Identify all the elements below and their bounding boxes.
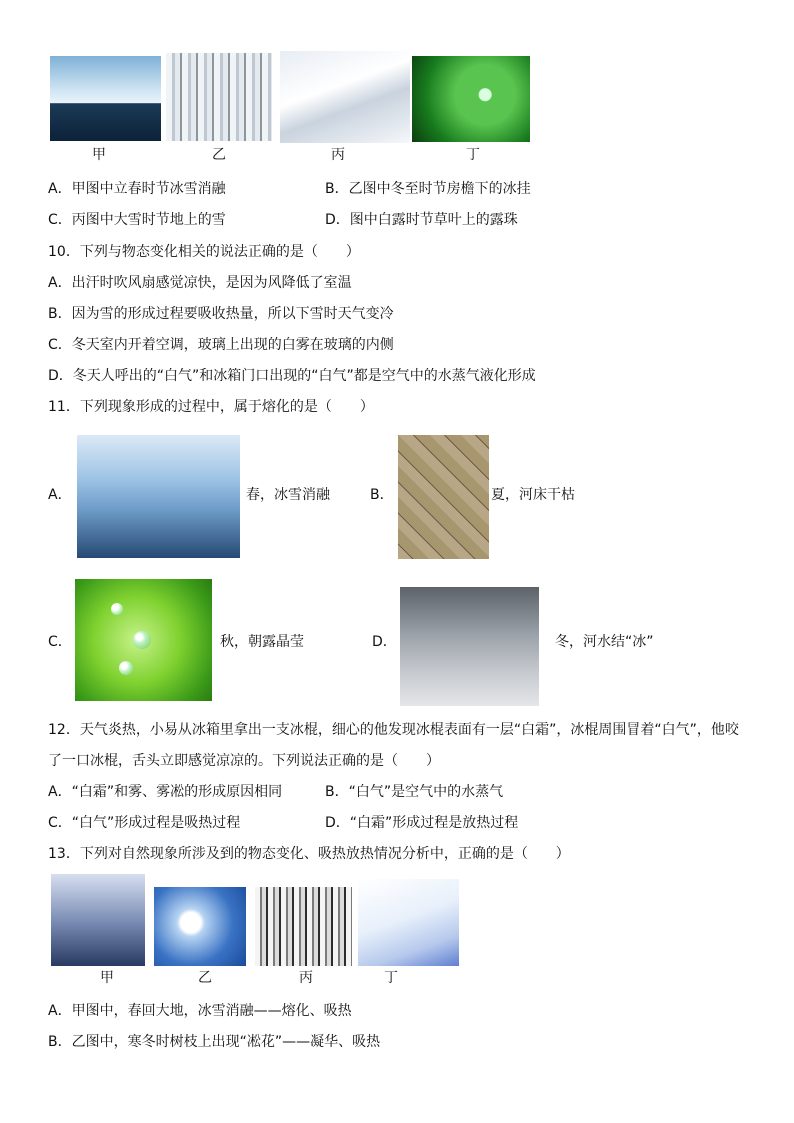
q13-caption-yi: 乙 xyxy=(198,970,212,986)
q12-option-a[interactable]: A．“白霜”和雾、雾凇的形成原因相同 xyxy=(48,784,283,800)
q9-image-ding xyxy=(412,56,530,142)
q10-option-c[interactable]: C．冬天室内开着空调，玻璃上出现的白雾在玻璃的内侧 xyxy=(48,337,394,353)
q13-caption-jia: 甲 xyxy=(100,970,114,986)
q10-stem: 10．下列与物态变化相关的说法正确的是（ ） xyxy=(48,244,360,260)
q9-option-c[interactable]: C．丙图中大雪时节地上的雪 xyxy=(48,212,226,228)
q11-stem: 11．下列现象形成的过程中，属于熔化的是（ ） xyxy=(48,399,374,415)
dewdrop-icon xyxy=(111,603,123,615)
q10-option-d[interactable]: D．冬天人呼出的“白气”和冰箱门口出现的“白气”都是空气中的水蒸气液化形成 xyxy=(48,368,536,384)
q13-image-ding xyxy=(358,879,459,966)
q9-option-d[interactable]: D．图中白露时节草叶上的露珠 xyxy=(325,212,518,228)
q13-option-a[interactable]: A．甲图中，春回大地，冰雪消融——熔化、吸热 xyxy=(48,1003,352,1019)
q9-caption-jia: 甲 xyxy=(92,147,106,163)
q13-caption-ding: 丁 xyxy=(384,970,398,986)
q9-caption-bing: 丙 xyxy=(331,147,345,163)
q9-image-jia xyxy=(50,56,161,141)
dewdrop-icon xyxy=(119,661,133,675)
q11-option-c-text[interactable]: 秋，朝露晶莹 xyxy=(220,634,304,650)
q13-option-b[interactable]: B．乙图中，寒冬时树枝上出现“凇花”——凝华、吸热 xyxy=(48,1034,381,1050)
q10-option-a[interactable]: A．出汗时吹风扇感觉凉快，是因为风降低了室温 xyxy=(48,275,352,291)
q11-image-c xyxy=(75,579,212,701)
q12-option-c[interactable]: C．“白气”形成过程是吸热过程 xyxy=(48,815,241,831)
q13-image-bing xyxy=(255,887,352,966)
q13-image-yi xyxy=(154,887,246,966)
q12-stem-line2: 了一口冰棍，舌头立即感觉凉凉的。下列说法正确的是（ ） xyxy=(48,753,440,769)
q12-option-b[interactable]: B．“白气”是空气中的水蒸气 xyxy=(325,784,504,800)
dewdrop-icon xyxy=(133,631,151,649)
q9-caption-ding: 丁 xyxy=(466,147,480,163)
q13-stem: 13．下列对自然现象所涉及到的物态变化、吸热放热情况分析中，正确的是（ ） xyxy=(48,846,570,862)
q11-option-c-letter[interactable]: C． xyxy=(48,634,72,650)
q11-option-b-letter[interactable]: B． xyxy=(370,487,394,503)
q11-option-d-letter[interactable]: D． xyxy=(372,634,397,650)
q11-option-a-text[interactable]: 春，冰雪消融 xyxy=(246,487,330,503)
q9-image-bing xyxy=(280,51,410,143)
q11-option-b-text[interactable]: 夏，河床干枯 xyxy=(491,487,575,503)
q9-caption-yi: 乙 xyxy=(212,147,226,163)
q10-option-b[interactable]: B．因为雪的形成过程要吸收热量，所以下雪时天气变冷 xyxy=(48,306,394,322)
q12-option-d[interactable]: D．“白霜”形成过程是放热过程 xyxy=(325,815,519,831)
q11-option-a-letter[interactable]: A． xyxy=(48,487,72,503)
q9-option-b[interactable]: B．乙图中冬至时节房檐下的冰挂 xyxy=(325,181,531,197)
q12-stem-line1: 12．天气炎热，小易从冰箱里拿出一支冰棍，细心的他发现冰棍表面有一层“白霜”，冰棍周围冒着“白气”，他咬 xyxy=(48,722,739,738)
q11-image-a xyxy=(77,435,240,558)
q11-image-b xyxy=(398,435,489,559)
q9-image-yi xyxy=(166,53,272,141)
q13-image-jia xyxy=(51,874,145,966)
q13-caption-bing: 丙 xyxy=(299,970,313,986)
q11-option-d-text[interactable]: 冬，河水结“冰” xyxy=(555,634,654,650)
q11-image-d xyxy=(400,587,539,706)
q9-option-a[interactable]: A．甲图中立春时节冰雪消融 xyxy=(48,181,226,197)
